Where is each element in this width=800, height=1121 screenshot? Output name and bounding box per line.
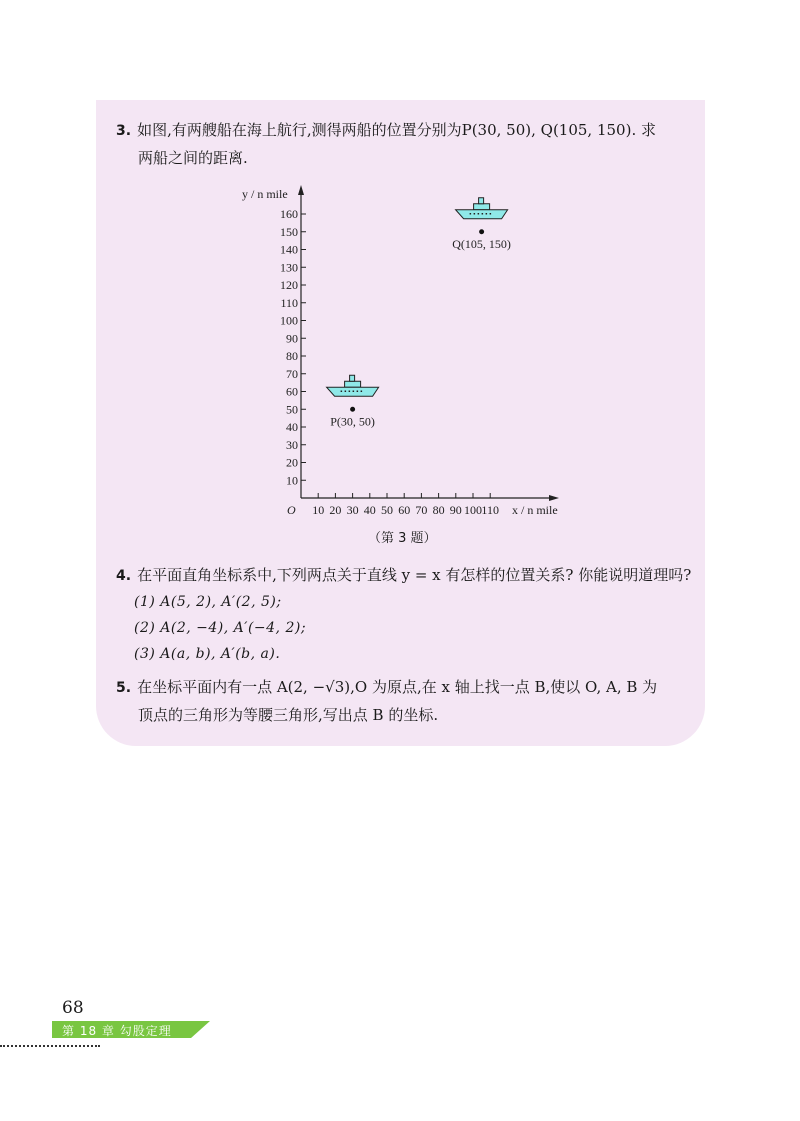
question-5-line1: 在坐标平面内有一点 A(2, −√3),O 为原点,在 x 轴上找一点 B,使以 O, A, B 为 [137,678,658,696]
x-tick-label-40: 40 [363,503,376,517]
y-tick-label-60: 60 [286,384,298,399]
question-4 [116,562,696,590]
point-2 [479,229,484,234]
y-axis-label: y / n mile [242,187,288,201]
y-tick-label-110: 110 [280,295,298,310]
x-tick-label-100: 100 [464,503,482,517]
question-4-text: 在平面直角坐标系中,下列两点关于直线 y = x 有怎样的位置关系? 你能说明道理吗? [137,566,692,584]
ship-icon-2 [456,198,508,219]
y-tick-label-10: 10 [286,473,298,488]
question-3-number: 3. [116,123,132,139]
question-3-line1: 如图,有两艘船在海上航行,测得两船的位置分别为P(30, 50), Q(105, 150). 求 [137,121,656,139]
x-tick-label-60: 60 [398,503,411,517]
y-tick-label-160: 160 [280,207,298,221]
y-tick-label-90: 90 [286,331,298,346]
y-tick-label-120: 120 [280,278,298,292]
y-tick-label-20: 20 [286,455,298,470]
x-axis-arrow [549,495,559,501]
question-5-number: 5. [116,680,132,696]
ship-icon-1 [327,375,379,396]
y-axis-arrow [298,185,304,195]
footer-dotted-line [0,1045,100,1049]
y-tick-label-130: 130 [280,260,298,275]
y-tick-label-140: 140 [280,242,298,257]
question-4-number: 4. [116,568,132,584]
y-tick-label-30: 30 [286,437,298,452]
x-tick-label-30: 30 [346,503,359,517]
point-label-2: Q(105, 150) [452,236,511,251]
question-3 [116,117,696,172]
origin-label: O [287,503,296,517]
y-tick-label-70: 70 [286,366,298,381]
x-tick-label-50: 50 [381,503,393,517]
x-tick-label-10: 10 [312,503,325,517]
question-4-item-3: (3) A(a, b), A′(b, a). [134,646,281,662]
question-3-line2: 两船之间的距离. [138,149,248,167]
chapter-title: 第 18 章 勾股定理 [62,1024,172,1038]
x-tick-label-110: 110 [481,503,499,517]
y-tick-label-40: 40 [286,420,298,434]
point-1 [350,407,355,412]
y-tick-label-100: 100 [280,313,298,328]
y-tick-label-150: 150 [280,224,298,239]
figure-caption: （第 3 题） [368,531,437,546]
question-5 [116,674,696,729]
point-label-1: P(30, 50) [330,414,375,429]
page-number: 68 [62,998,84,1018]
x-tick-label-80: 80 [432,503,445,517]
x-tick-label-70: 70 [415,503,428,517]
x-tick-label-90: 90 [449,503,462,517]
x-tick-label-20: 20 [329,503,342,517]
y-tick-label-50: 50 [286,402,298,417]
question-4-item-1: (1) A(5, 2), A′(2, 5); [134,594,282,610]
ship-position-chart [220,180,570,520]
question-4-item-2: (2) A(2, −4), A′(−4, 2); [134,620,307,636]
question-5-line2: 顶点的三角形为等腰三角形,写出点 B 的坐标. [138,706,439,724]
x-axis-label: x / n mile [512,503,558,517]
y-tick-label-80: 80 [286,349,298,363]
